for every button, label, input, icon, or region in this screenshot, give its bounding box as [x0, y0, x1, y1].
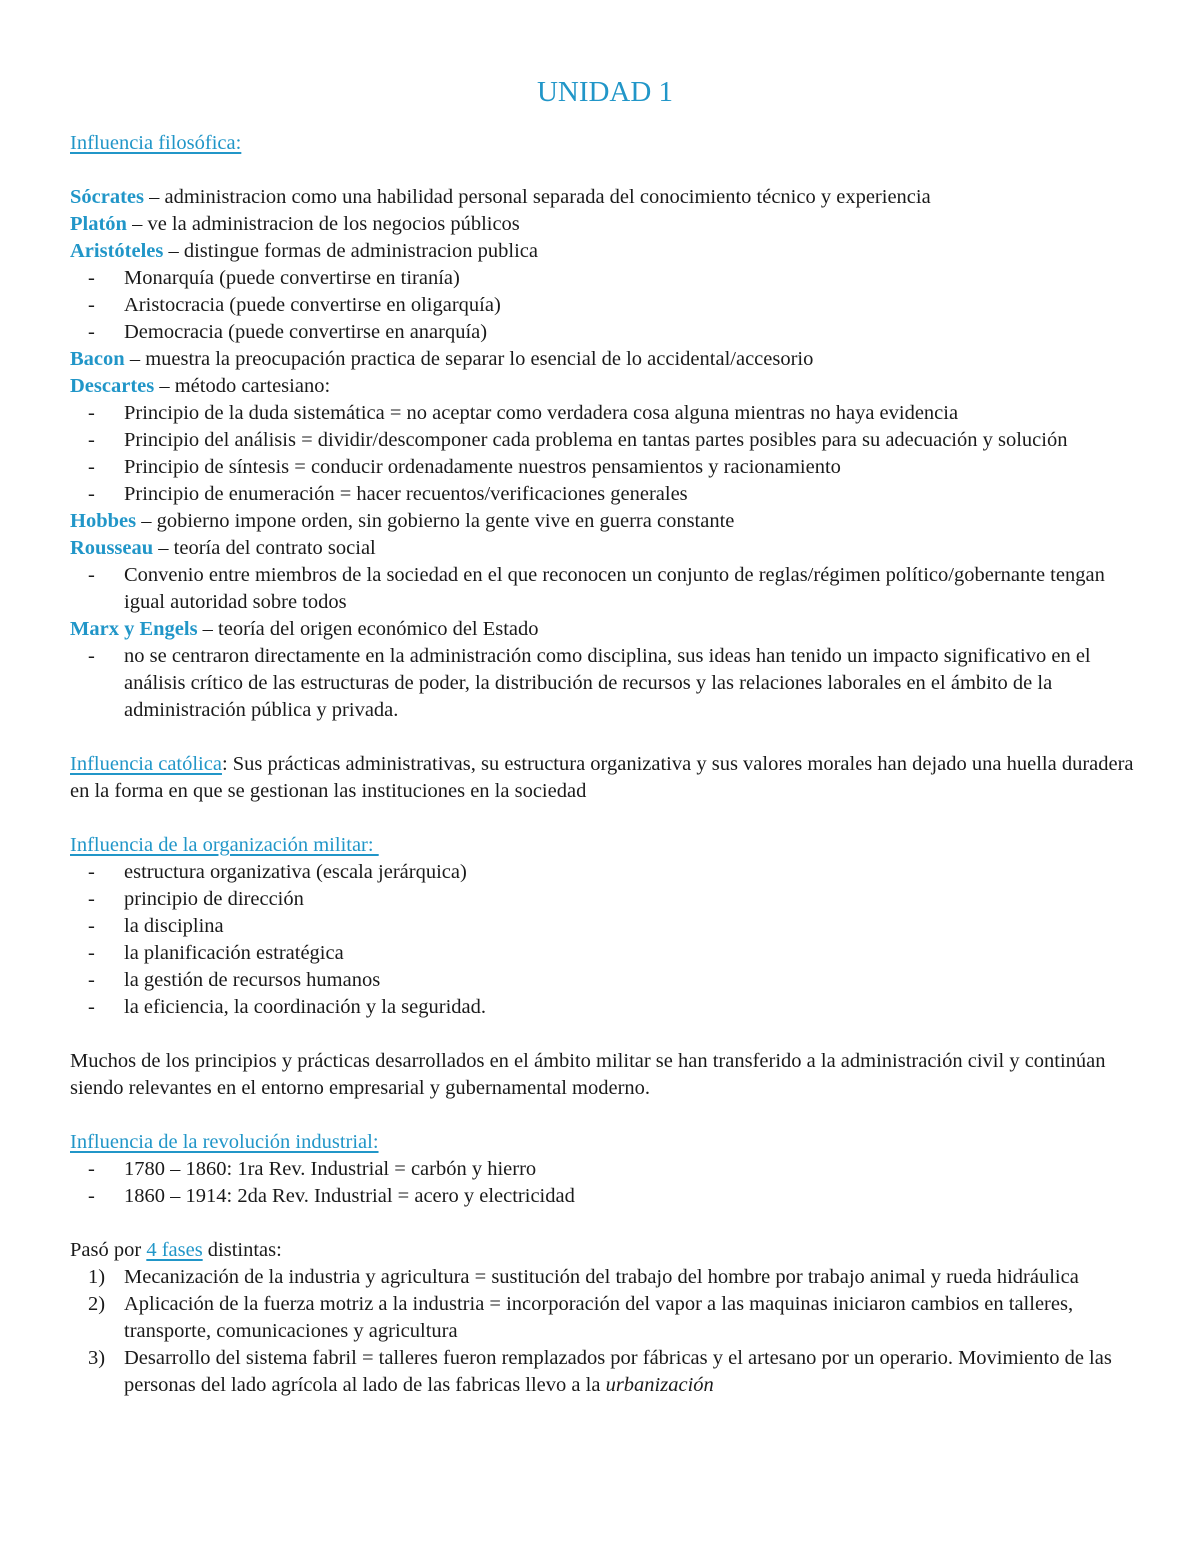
- list-item: - estructura organizativa (escala jerárquica): [88, 861, 467, 883]
- aristoteles-list: [70, 265, 1140, 346]
- fases-link[interactable]: 4 fases: [146, 1239, 203, 1261]
- section-militar-heading: Influencia de la organización militar:: [70, 834, 379, 856]
- entry-rousseau: Rousseau – teoría del contrato social: [70, 537, 376, 559]
- list-item: - Principio de la duda sistemática = no aceptar como verdadera cosa alguna mientras no haya evidencia: [88, 402, 959, 424]
- descartes-list: [70, 400, 1140, 508]
- list-item: - Principio del análisis = dividir/descomponer cada problema en tantas partes posibles para su adecuación y solución: [88, 429, 1068, 451]
- list-item: 3) Desarrollo del sistema fabril = talleres fueron remplazados por fábricas y el artesano por un operario. Movimiento de las personas del lado agrícola al lado de las fabricas llevo a la urbanización: [88, 1347, 1117, 1396]
- list-item: - la eficiencia, la coordinación y la seguridad.: [88, 996, 487, 1018]
- list-item: - Principio de enumeración = hacer recuentos/verificaciones generales: [88, 483, 688, 505]
- list-item: - Principio de síntesis = conducir ordenadamente nuestros pensamientos y racionamiento: [88, 456, 841, 478]
- urbanizacion-italic: urbanización: [605, 1374, 714, 1396]
- list-item: - Convenio entre miembros de la sociedad en el que reconocen un conjunto de reglas/régimen político/gobernante tengan igual autoridad sobre todos: [88, 564, 1105, 613]
- entry-socrates: Sócrates – administracion como una habilidad personal separada del conocimiento técnico y experiencia: [70, 186, 931, 208]
- section-catolica-heading: Influencia católica: [70, 753, 222, 775]
- militar-list: [70, 859, 1140, 1021]
- entry-aristoteles: Aristóteles – distingue formas de administracion publica: [70, 240, 538, 262]
- marx-engels-list: [70, 643, 1140, 724]
- list-item: - la gestión de recursos humanos: [88, 969, 381, 991]
- section-industrial-heading: Influencia de la revolución industrial:: [70, 1131, 379, 1153]
- section-filosofica-heading: Influencia filosófica:: [70, 132, 242, 154]
- list-item: - la disciplina: [88, 915, 224, 937]
- list-item: - 1860 – 1914: 2da Rev. Industrial = acero y electricidad: [88, 1185, 575, 1207]
- list-item: - Democracia (puede convertirse en anarquía): [88, 321, 488, 343]
- list-item: 1) Mecanización de la industria y agricultura = sustitución del trabajo del hombre por trabajo animal y rueda hidráulica: [88, 1266, 1079, 1288]
- list-item: - 1780 – 1860: 1ra Rev. Industrial = carbón y hierro: [88, 1158, 537, 1180]
- fases-list: [70, 1264, 1140, 1399]
- list-item: - Monarquía (puede convertirse en tiranía): [88, 267, 460, 289]
- militar-paragraph: Muchos de los principios y prácticas desarrollados en el ámbito militar se han transferido a la administración civil y continúan siendo relevantes en el entorno empresarial y gubernamental moderno.: [70, 1050, 1106, 1099]
- section-catolica: Influencia católica: Sus prácticas administrativas, su estructura organizativa y sus valores morales han dejado una huella duradera en la forma en que se gestionan las instituciones en la sociedad: [70, 753, 1134, 802]
- entry-descartes: Descartes – método cartesiano:: [70, 375, 331, 397]
- rousseau-list: [70, 562, 1140, 616]
- entry-hobbes: Hobbes – gobierno impone orden, sin gobierno la gente vive en guerra constante: [70, 510, 735, 532]
- list-item: 2) Aplicación de la fuerza motriz a la industria = incorporación del vapor a las maquinas iniciaron cambios en talleres, transporte, comunicaciones y agricultura: [88, 1293, 1074, 1342]
- entry-marx-engels: Marx y Engels – teoría del origen económico del Estado: [70, 618, 539, 640]
- entry-bacon: Bacon – muestra la preocupación practica de separar lo esencial de lo accidental/accesorio: [70, 348, 814, 370]
- list-item: - la planificación estratégica: [88, 942, 344, 964]
- list-item: - principio de dirección: [88, 888, 304, 910]
- list-item: - no se centraron directamente en la administración como disciplina, sus ideas han tenido un impacto significativo en el análisis crítico de las estructuras de poder, la distribución de recursos y las relaciones laborales en el ámbito de la administración pública y privada.: [88, 645, 1091, 721]
- page-title: UNIDAD 1: [536, 76, 674, 108]
- entry-platon: Platón – ve la administracion de los negocios públicos: [70, 213, 520, 235]
- industrial-list: [70, 1156, 1140, 1210]
- list-item: - Aristocracia (puede convertirse en oligarquía): [88, 294, 501, 316]
- fases-intro: Pasó por 4 fases distintas:: [70, 1239, 282, 1261]
